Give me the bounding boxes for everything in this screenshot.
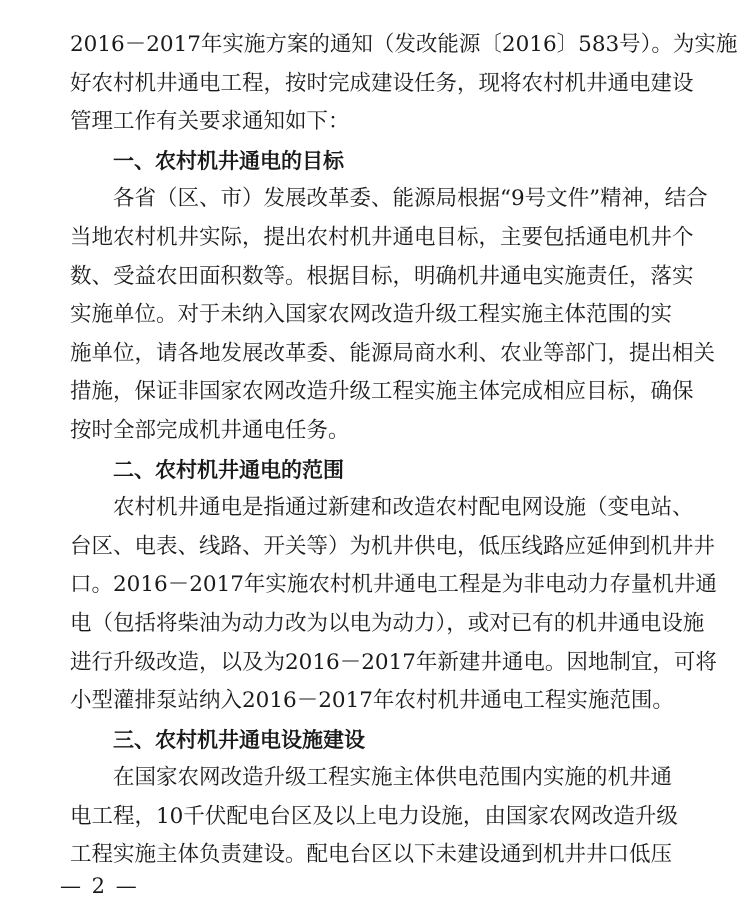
scope-paragraph	[70, 491, 717, 718]
page-number: — 2 —	[60, 874, 139, 898]
section-heading-construction: 三、农村机井通电设施建设	[113, 727, 365, 752]
text-line: 工程实施主体负责建设。配电台区以下未建设通到机井井口低压	[70, 842, 673, 868]
text-line: 管理工作有关要求通知如下：	[70, 109, 350, 135]
text-line: 好农村机井通电工程，按时完成建设任务，现将农村机井通电建设	[70, 70, 694, 96]
text-line: 电（包括将柴油为动力改为以电为动力），或对已有的机井通电设施	[70, 610, 705, 636]
text-line: 台区、电表、线路、开关等）为机井供电，低压线路应延伸到机井井	[70, 533, 716, 559]
section-heading-scope: 二、农村机井通电的范围	[113, 457, 344, 482]
intro-paragraph	[70, 28, 737, 139]
text-line: 数、受益农田面积数等。根据目标，明确机井通电实施责任，落实	[70, 263, 694, 289]
text-line: 农村机井通电是指通过新建和改造农村配电网设施（变电站、	[113, 495, 694, 521]
text-line: 施单位，请各地发展改革委、能源局商水利、农业等部门，提出相关	[70, 340, 716, 366]
text-line: 各省（区、市）发展改革委、能源局根据“9号文件”精神，结合	[113, 186, 708, 212]
section-heading-goal: 一、农村机井通电的目标	[113, 148, 344, 173]
text-line: 口。2016－2017年实施农村机井通电工程是为非电动力存量机井通	[70, 572, 717, 598]
text-line: 当地农村机井实际，提出农村机井通电目标，主要包括通电机井个	[70, 224, 694, 250]
text-line: 措施，保证非国家农网改造升级工程实施主体完成相应目标，确保	[70, 379, 694, 405]
text-line: 实施单位。对于未纳入国家农网改造升级工程实施主体范围的实	[70, 302, 673, 328]
text-line: 在国家农网改造升级工程实施主体供电范围内实施的机井通	[113, 765, 673, 791]
text-line: 按时全部完成机井通电任务。	[70, 417, 350, 443]
text-line: 进行升级改造，以及为2016－2017年新建井通电。因地制宜，可将	[70, 649, 717, 675]
goal-paragraph	[70, 182, 716, 448]
text-line: 2016－2017年实施方案的通知（发改能源〔2016〕583号）。为实施	[70, 32, 737, 57]
text-line: 电工程，10千伏配电台区及以上电力设施，由国家农网改造升级	[70, 803, 678, 829]
text-line: 小型灌排泵站纳入2016－2017年农村机井通电工程实施范围。	[70, 688, 674, 714]
construction-paragraph	[70, 761, 678, 872]
